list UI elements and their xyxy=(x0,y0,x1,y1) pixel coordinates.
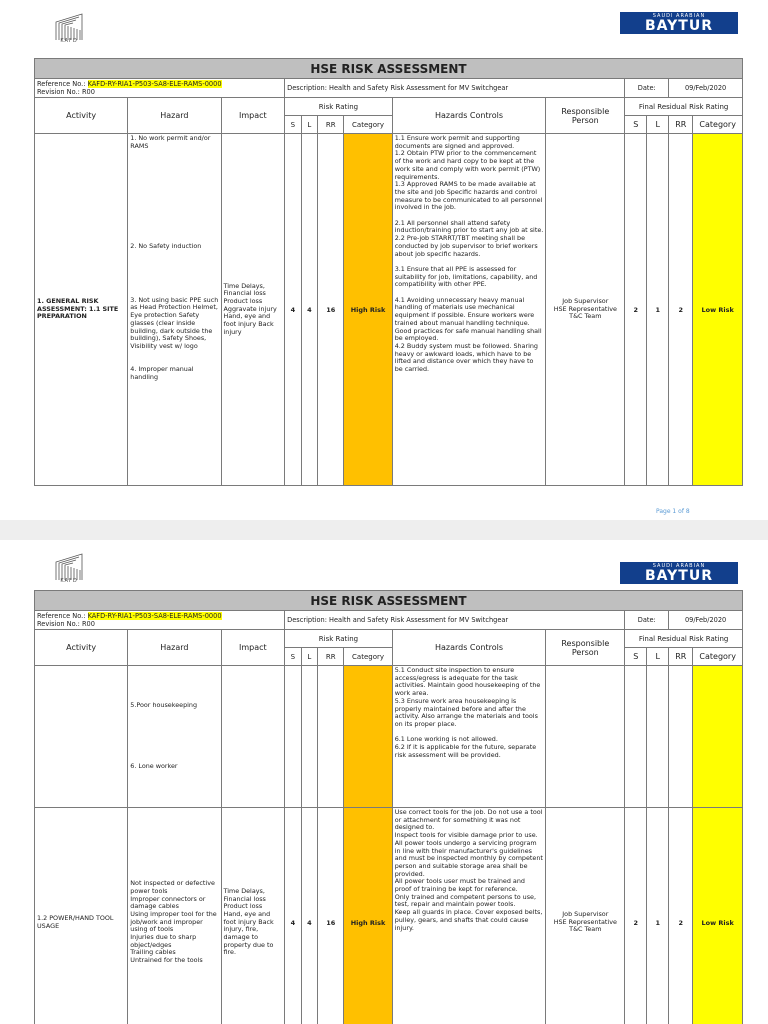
brand-top-text: SAUDI ARABIAN xyxy=(652,13,706,19)
s-value: 4 xyxy=(285,808,301,1024)
controls-cell: Use correct tools for the job. Do not use a tool or attachment for something it was not designed to. Inspect tools for visible damage prior to use. All power tools undergo a servicing program in line with their manufacturer's guidelines and must be inspected monthly by competent person and suitable storage area shall be provided. All power tools user must be trained and proof of training be kept for reference. Only trained and competent persons to use, test, repair and maintain power tools. Keep all guards in place. Cover exposed belts, pulley, gears, and shafts that could cause injury. xyxy=(392,808,546,1024)
activity-cell: 1. GENERAL RISK ASSESSMENT: 1.1 SITE PREPARATION xyxy=(35,134,128,486)
col-responsible: Responsible Person xyxy=(546,98,625,134)
col-risk-rating: Risk Rating xyxy=(285,630,393,648)
impact-cell-empty xyxy=(221,666,285,808)
col-rr: RR xyxy=(318,116,344,134)
hazard-cell: 1. No work permit and/or RAMS 2. No Safety induction 3. Not using basic PPE such as Head Protection Helmet, Eye protection Safety glasses (clear inside building, dark outside the building), Safety Shoes, Visibility vest w/ logo 4. Improper manual handling xyxy=(128,134,221,486)
date-value: 09/Feb/2020 xyxy=(669,611,743,630)
col-category: Category xyxy=(344,116,392,134)
baytur-logo xyxy=(620,562,738,584)
col-final-rating: Final Residual Risk Rating xyxy=(625,630,743,648)
risk-assessment-table xyxy=(34,590,743,1024)
final-l-cell-empty xyxy=(647,666,669,808)
ref-value: KAFD-RY-RIA1-P503-SA8-ELE-RAMS-0000 xyxy=(87,80,222,88)
baytur-logo xyxy=(620,12,738,34)
col-activity: Activity xyxy=(35,630,128,666)
document-page-2 xyxy=(0,540,768,1024)
final-rr-cell-empty xyxy=(669,666,693,808)
brand-name: BAYTUR xyxy=(644,568,713,584)
date-label: Date: xyxy=(625,611,669,630)
table-row xyxy=(35,666,743,808)
col-controls: Hazards Controls xyxy=(392,98,546,134)
description: Description: Health and Safety Risk Assessment for MV Switchgear xyxy=(285,611,625,630)
hazard-cell: 5.Poor housekeeping 6. Lone worker xyxy=(128,666,221,808)
page-title: HSE RISK ASSESSMENT xyxy=(35,59,743,79)
col-final-l: L xyxy=(647,116,669,134)
col-final-s: S xyxy=(625,116,647,134)
ref-label: Reference No.: xyxy=(37,80,86,88)
activity-cell: 1.2 POWER/HAND TOOL USAGE xyxy=(35,808,128,1024)
col-final-category: Category xyxy=(693,116,743,134)
s-value: 4 xyxy=(285,134,301,486)
category-cell xyxy=(344,666,392,808)
final-rr-value: 2 xyxy=(669,808,693,1024)
table-row xyxy=(35,134,743,486)
hazard-cell: Not inspected or defective power tools Improper connectors or damage cables Using improper tool for the job/work and improper using of tools Injuries due to sharp object/edges Trailing cables Untrained for the tools xyxy=(128,808,221,1024)
rev-value: R00 xyxy=(81,88,95,96)
kafd-logo-text: KAFD xyxy=(60,38,78,44)
final-s-cell-empty xyxy=(625,666,647,808)
col-s: S xyxy=(285,648,301,666)
col-final-category: Category xyxy=(693,648,743,666)
rev-value: R00 xyxy=(81,620,95,628)
category-badge: High Risk xyxy=(344,134,392,486)
col-controls: Hazards Controls xyxy=(392,630,546,666)
final-l-value: 1 xyxy=(647,134,669,486)
col-final-rating: Final Residual Risk Rating xyxy=(625,98,743,116)
brand-top-text: SAUDI ARABIAN xyxy=(652,563,706,569)
col-hazard: Hazard xyxy=(128,98,221,134)
col-risk-rating: Risk Rating xyxy=(285,98,393,116)
page-separator xyxy=(0,520,768,540)
col-responsible: Responsible Person xyxy=(546,630,625,666)
kafd-logo-text: KAFD xyxy=(60,578,78,584)
final-l-value: 1 xyxy=(647,808,669,1024)
page-title: HSE RISK ASSESSMENT xyxy=(35,591,743,611)
impact-cell: Time Delays, Financial loss Product loss Aggravate injury Hand, eye and foot injury Back injury xyxy=(221,134,285,486)
rr-cell-empty xyxy=(318,666,344,808)
col-l: L xyxy=(301,116,317,134)
l-value: 4 xyxy=(301,134,317,486)
col-impact: Impact xyxy=(221,98,285,134)
table-row xyxy=(35,808,743,1024)
s-cell-empty xyxy=(285,666,301,808)
page-number: Page 1 of 8 xyxy=(656,508,690,515)
responsible-cell: Job Supervisor HSE Representative T&C Team xyxy=(546,134,625,486)
final-s-value: 2 xyxy=(625,808,647,1024)
risk-assessment-table xyxy=(34,58,743,486)
date-value: 09/Feb/2020 xyxy=(669,79,743,98)
ref-label: Reference No.: xyxy=(37,612,86,620)
reference-block xyxy=(35,611,285,630)
final-category-cell xyxy=(693,666,743,808)
responsible-cell-empty xyxy=(546,666,625,808)
col-s: S xyxy=(285,116,301,134)
controls-cell: 1.1 Ensure work permit and supporting documents are signed and approved. 1.2 Obtain PTW prior to the commencement of the work and hard copy to be kept at the work site and comply with work permit (PTW) requirements. 1.3 Approved RAMS to be made available at the site and Job Specific hazards and control measure to be communicated to all personnel involved in the job. 2.1 All personnel shall attend safety induction/training prior to start any job at site. 2.2 Pre-job STARRT/TBT meeting shall be conducted by job supervisor to brief workers about job specific hazards. 3.1 Ensure that all PPE is assessed for suitability for job, limitations, capability, and compatibility with other PPE. 4.1 Avoiding unnecessary heavy manual handling of materials use mechanical equipment if possible. Ensure workers were trained about manual handling technique. Good practices for safe manual handling shall be employed. 4.2 Buddy system must be followed. Sharing heavy or awkward loads, which have to be lifted and distance over which they have to be carried. xyxy=(392,134,546,486)
impact-cell: Time Delays, Financial loss Product loss Hand, eye and foot injury Back injury, fire, damage to property due to fire. xyxy=(221,808,285,1024)
l-cell-empty xyxy=(301,666,317,808)
final-category-badge: Low Risk xyxy=(693,134,743,486)
rev-label: Revision No.: xyxy=(37,620,80,628)
col-category: Category xyxy=(344,648,392,666)
col-final-rr: RR xyxy=(669,116,693,134)
description: Description: Health and Safety Risk Assessment for MV Switchgear xyxy=(285,79,625,98)
brand-name: BAYTUR xyxy=(644,18,713,34)
responsible-cell: Job Supervisor HSE Representative T&C Team xyxy=(546,808,625,1024)
col-impact: Impact xyxy=(221,630,285,666)
col-final-l: L xyxy=(647,648,669,666)
ref-value: KAFD-RY-RIA1-P503-SA8-ELE-RAMS-0000 xyxy=(87,612,222,620)
rr-value: 16 xyxy=(318,134,344,486)
controls-cell: 5.1 Conduct site inspection to ensure access/egress is adequate for the task activities. Maintain good housekeeping of the work area. 5.3 Ensure work area housekeeping is properly maintained before and after the activity. Also arrange the materials and tools on its proper place. 6.1 Lone working is not allowed. 6.2 If it is applicable for the future, separate risk assessment will be provided. xyxy=(392,666,546,808)
rr-value: 16 xyxy=(318,808,344,1024)
col-final-rr: RR xyxy=(669,648,693,666)
final-s-value: 2 xyxy=(625,134,647,486)
col-hazard: Hazard xyxy=(128,630,221,666)
col-final-s: S xyxy=(625,648,647,666)
col-l: L xyxy=(301,648,317,666)
date-label: Date: xyxy=(625,79,669,98)
category-badge: High Risk xyxy=(344,808,392,1024)
col-activity: Activity xyxy=(35,98,128,134)
final-category-badge: Low Risk xyxy=(693,808,743,1024)
activity-cell-empty xyxy=(35,666,128,808)
final-rr-value: 2 xyxy=(669,134,693,486)
rev-label: Revision No.: xyxy=(37,88,80,96)
l-value: 4 xyxy=(301,808,317,1024)
reference-block xyxy=(35,79,285,98)
col-rr: RR xyxy=(318,648,344,666)
